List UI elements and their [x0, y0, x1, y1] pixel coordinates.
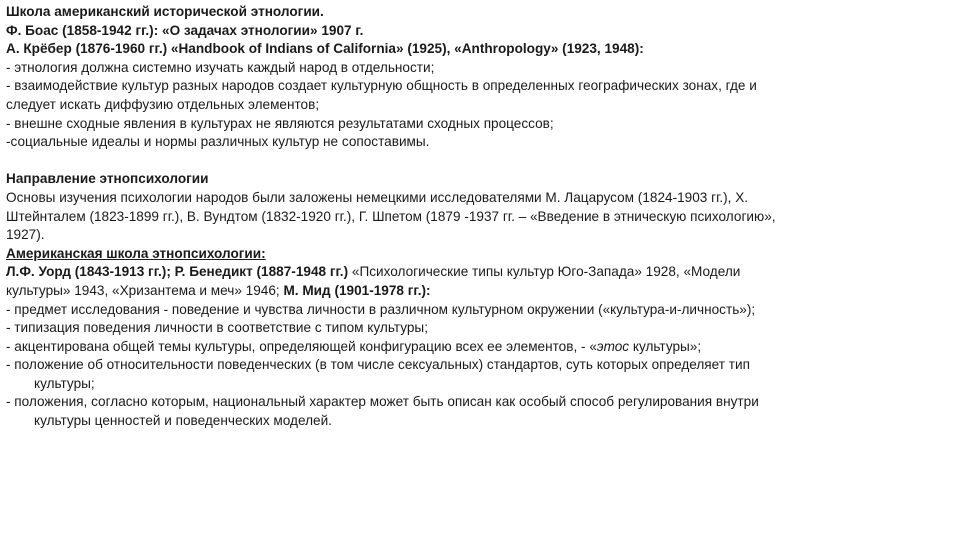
benedict-works: «Психологические типы культур Юго-Запада» 1928, «Модели — [348, 264, 741, 280]
kroeber-line: А. Крёбер (1876-1960 гг.) «Handbook of Indians of California» (1925), «Anthropology» (1923, 1948): — [6, 41, 644, 57]
authors-line-1 — [6, 263, 946, 282]
mead: М. Мид (1901-1978 гг.): — [279, 282, 431, 298]
school-point-1: - предмет исследования - поведение и чувства личности в различном культурном окружении («культура-и-личность»); — [6, 301, 756, 317]
school-point-5: - положения, согласно которым, национальный характер может быть описан как особый способ регулирования внутри — [6, 394, 759, 410]
intro-line-2: Штейнталем (1823-1899 гг.), В. Вундтом (1832-1920 гг.), Г. Шпетом (1879 -1937 гг. – «Введение в этническую психологию», — [6, 208, 776, 224]
school-point-4: - положение об относительности поведенческих (в том числе сексуальных) стандартов, суть которых определяет тип — [6, 357, 750, 373]
school-point-4-cont: культуры; — [34, 375, 95, 391]
intro-line-1: Основы изучения психологии народов были заложены немецкими исследователями М. Лацарусом (1824-1903 гг.), Х. — [6, 189, 749, 205]
school-point-3-text: - акцентирована общей темы культуры, определяющей конфигурацию всех ее элементов, - « — [6, 338, 597, 354]
ethnopsychology-title: Направление этнопсихологии — [6, 171, 209, 187]
benedict-works-cont: культуры» 1943, «Хризантема и меч» 1946; — [6, 282, 280, 298]
intro-line-3: 1927). — [6, 227, 45, 243]
ethos-term: этос — [596, 338, 630, 354]
point-4: -социальные идеалы и нормы различных культур не сопоставимы. — [6, 134, 430, 150]
ward-benedict: Л.Ф. Уорд (1843-1913 гг.); Р. Бенедикт (1887-1948 гг.) — [6, 264, 349, 280]
authors-line-2 — [6, 282, 946, 301]
section-gap — [6, 152, 946, 171]
point-2: - взаимодействие культур разных народов создает культурную общность в определенных географических зонах, где и — [6, 78, 757, 94]
school-point-2: - типизация поведения личности в соответствие с типом культуры; — [6, 320, 428, 336]
school-title: Школа американский исторической этнологии. — [6, 4, 324, 19]
point-1: - этнология должна системно изучать каждый народ в отдельности; — [6, 59, 435, 75]
point-2-cont: следует искать диффузию отдельных элементов; — [6, 96, 320, 112]
american-school-title: Американская школа этнопсихологии: — [6, 245, 266, 261]
school-point-3-end: культуры»; — [629, 338, 702, 354]
school-point-3 — [6, 338, 946, 357]
school-point-5-cont: культуры ценностей и поведенческих моделей. — [34, 413, 332, 429]
slide-text — [6, 3, 946, 431]
point-3: - внешне сходные явления в культурах не являются результатами сходных процессов; — [6, 115, 554, 131]
boas-line: Ф. Боас (1858-1942 гг.): «О задачах этнологии» 1907 г. — [6, 22, 364, 38]
